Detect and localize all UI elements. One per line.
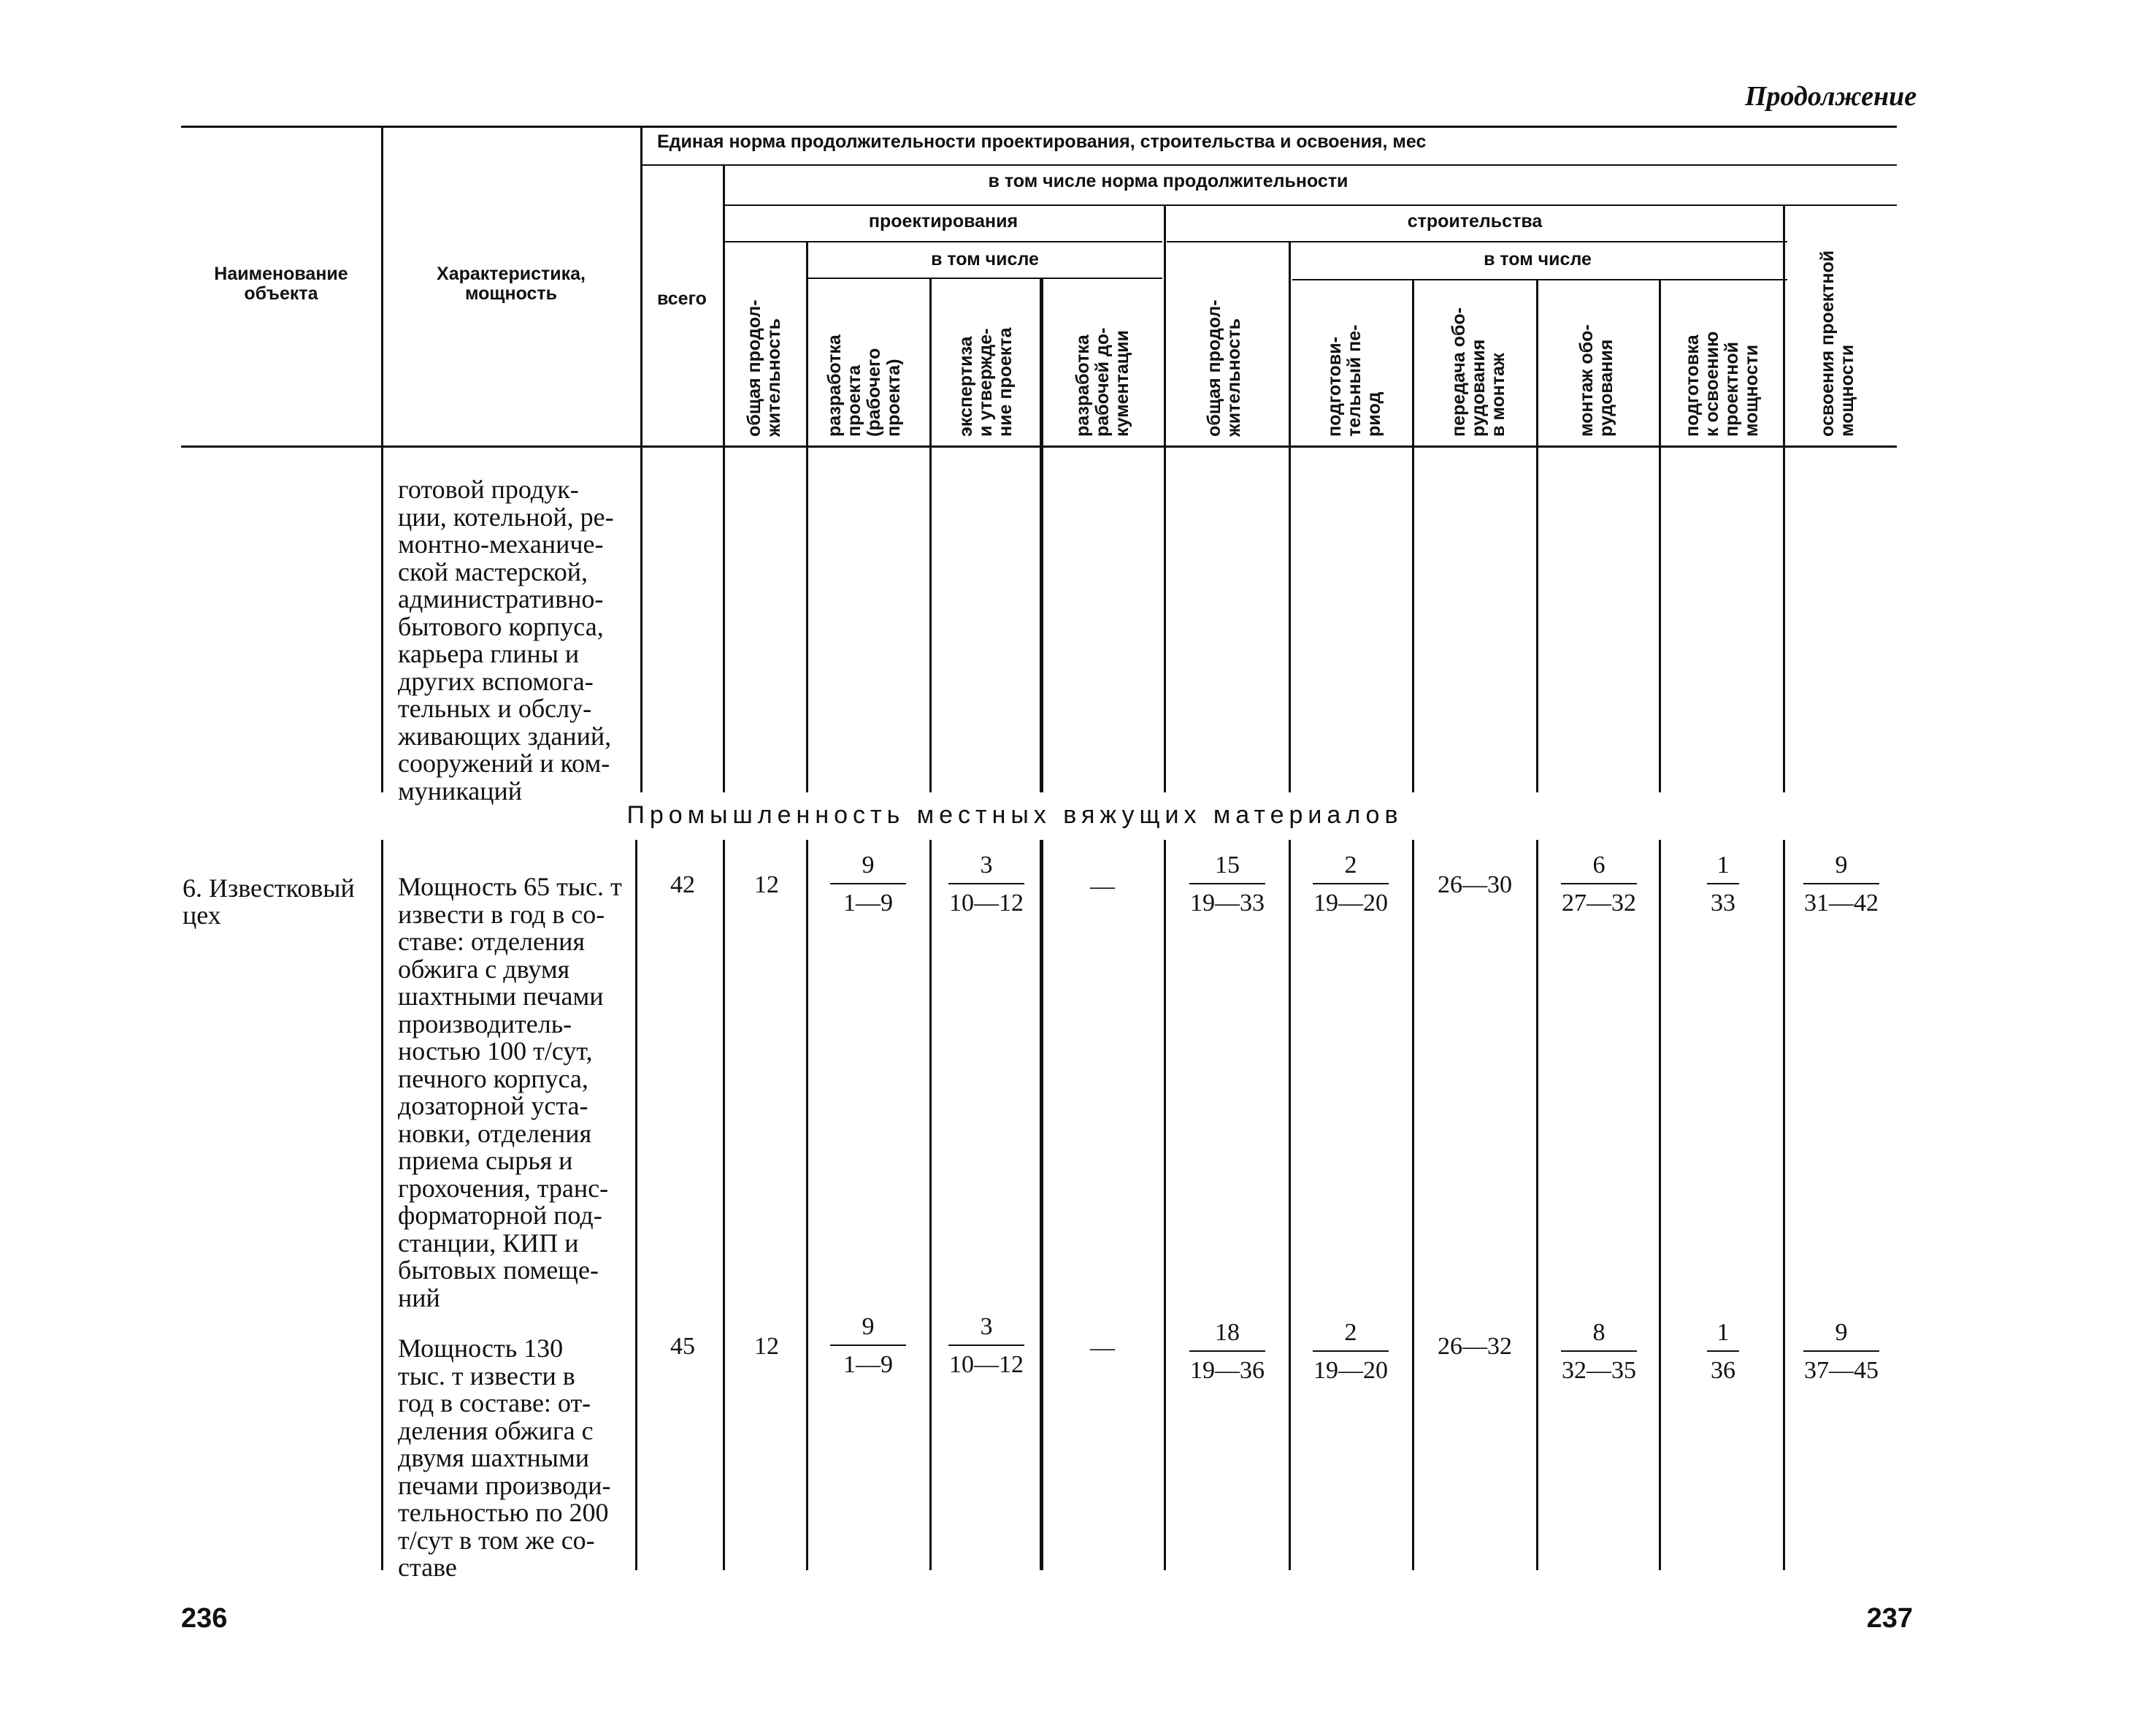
col-divider: [1536, 840, 1538, 1570]
rule-under-unified: [642, 164, 1897, 166]
rule-under-including-constr: [1292, 279, 1787, 280]
col-divider: [1412, 448, 1414, 792]
header-design-total: общая продол- жительность: [744, 299, 784, 437]
rule-under-including-norm: [724, 204, 1897, 206]
row1-equip-install: 6 27—32: [1562, 852, 1636, 917]
col-divider: [723, 166, 725, 448]
col-divider: [1783, 840, 1785, 1570]
row1-constr-total: 15 19—33: [1190, 852, 1265, 917]
continuation-characteristic: готовой продук- ции, котельной, ре- монтно-механиче- ской мастерской, административно- бытового корпуса, карьера глины и других вспомога- тельных и обслу- живающих зданий, сооружений и ком- муникаций: [398, 475, 614, 806]
col-divider: [723, 840, 725, 1570]
col-divider: [1536, 279, 1538, 448]
row2-expertise: 3 10—12: [949, 1313, 1024, 1378]
row1-total: 42: [670, 871, 695, 898]
row1-equip-transfer: 26—30: [1438, 871, 1512, 898]
section-title: Промышленность местных вяжущих материалов: [626, 801, 1403, 829]
col-divider: [1164, 840, 1166, 1570]
col-divider: [1412, 840, 1414, 1570]
row1-prep-period: 2 19—20: [1313, 852, 1388, 917]
header-equip-install: монтаж обо- рудования: [1576, 324, 1616, 437]
row2-constr-total: 18 19—36: [1190, 1319, 1265, 1384]
row1-prep-mastering: 1 33: [1672, 851, 1774, 918]
header-prep-mastering: подготовка к освоению проектной мощности: [1682, 331, 1762, 437]
col-divider: [1536, 448, 1538, 792]
col-divider: [381, 448, 383, 792]
row1-working-docs: —: [1090, 873, 1115, 900]
object-name: 6. Известковый цех: [183, 873, 355, 930]
row1-design-total: 12: [754, 871, 779, 898]
row2-total: 45: [670, 1333, 695, 1360]
row2-prep-mastering: 1 36: [1672, 1318, 1774, 1385]
col-divider: [640, 448, 642, 792]
col-divider: [1289, 241, 1291, 448]
col-divider: [381, 840, 383, 1570]
row1-mastering: 9 31—42: [1804, 852, 1879, 917]
row2-mastering: 9 37—45: [1804, 1319, 1879, 1384]
continuation-label: Продолжение: [1745, 81, 1917, 112]
col-divider: [1164, 448, 1166, 792]
col-divider: [1659, 840, 1661, 1570]
table-top-rule: [181, 126, 1897, 128]
col-divider: [929, 840, 932, 1570]
row2-working-docs: —: [1090, 1334, 1115, 1361]
col-divider: [1659, 279, 1661, 448]
col-divider: [1289, 840, 1291, 1570]
col-divider: [723, 448, 725, 792]
rule-under-design: [724, 241, 1162, 242]
col-divider: [635, 840, 637, 1570]
row2-equip-install: 8 32—35: [1562, 1319, 1636, 1384]
row1-expertise: 3 10—12: [949, 852, 1024, 917]
header-bottom-rule: [181, 445, 1897, 448]
header-design-project: разработка проекта (рабочего проекта): [824, 334, 904, 437]
row1-characteristic: Мощность 65 тыс. т извести в год в со- ставе: отделения обжига с двумя шахтными печами производитель- ностью 100 т/сут, печного корпуса, дозаторной уста- новки, отделения приема сырья и грохочения, транс- форматорной под- станции, КИП и бытовых помеще- ний: [398, 872, 622, 1312]
page-number-right: 237: [1866, 1603, 1913, 1634]
header-mastering: освоения проектной мощности: [1817, 250, 1857, 437]
header-design: проектирования: [868, 211, 1018, 232]
row2-equip-transfer: 26—32: [1438, 1333, 1512, 1360]
col-divider: [1164, 204, 1166, 448]
header-working-docs: разработка рабочей до- кументации: [1073, 327, 1132, 437]
header-including-construction: в том числе: [1484, 249, 1592, 269]
row2-prep-period: 2 19—20: [1313, 1319, 1388, 1384]
header-construction: строительства: [1407, 211, 1543, 232]
header-object-name: Наименование объекта: [214, 264, 348, 304]
row2-characteristic: Мощность 130 тыс. т извести в год в составе: от- деления обжига с двумя шахтными печами производи- тельностью по 200 т/сут в том же со- ставе: [398, 1334, 611, 1582]
col-divider: [1040, 840, 1043, 1570]
header-constr-total: общая продол- жительность: [1204, 299, 1244, 437]
row2-design-total: 12: [754, 1333, 779, 1360]
header-equip-transfer: передача обо- рудования в монтаж: [1449, 307, 1508, 437]
col-divider: [929, 448, 932, 792]
col-divider: [806, 448, 808, 792]
col-divider: [1783, 204, 1785, 448]
col-divider: [1040, 278, 1043, 448]
header-characteristic: Характеристика, мощность: [437, 264, 586, 304]
page-number-left: 236: [181, 1603, 228, 1634]
header-prep-period: подготови- тельный пе- риод: [1324, 324, 1384, 437]
rule-under-construction: [1167, 241, 1787, 242]
col-divider: [381, 128, 383, 448]
col-divider: [806, 840, 808, 1570]
col-divider: [1040, 448, 1043, 792]
header-including-norm: в том числе норма продолжительности: [988, 171, 1349, 191]
col-divider: [1783, 448, 1785, 792]
col-divider: [806, 241, 808, 448]
col-divider: [1659, 448, 1661, 792]
col-divider: [1412, 279, 1414, 448]
row1-design-project: 9 1—9: [817, 851, 919, 918]
header-including-design: в том числе: [931, 249, 1039, 269]
col-divider: [1289, 448, 1291, 792]
header-total: всего: [657, 288, 707, 309]
header-unified-norm: Единая норма продолжительности проектирования, строительства и освоения, мес: [657, 131, 1427, 152]
rule-under-including-design: [807, 278, 1162, 279]
col-divider: [929, 278, 932, 448]
row2-design-project: 9 1—9: [817, 1312, 919, 1380]
header-expertise: экспертиза и утвержде- ние проекта: [956, 327, 1016, 437]
col-divider: [640, 128, 642, 448]
